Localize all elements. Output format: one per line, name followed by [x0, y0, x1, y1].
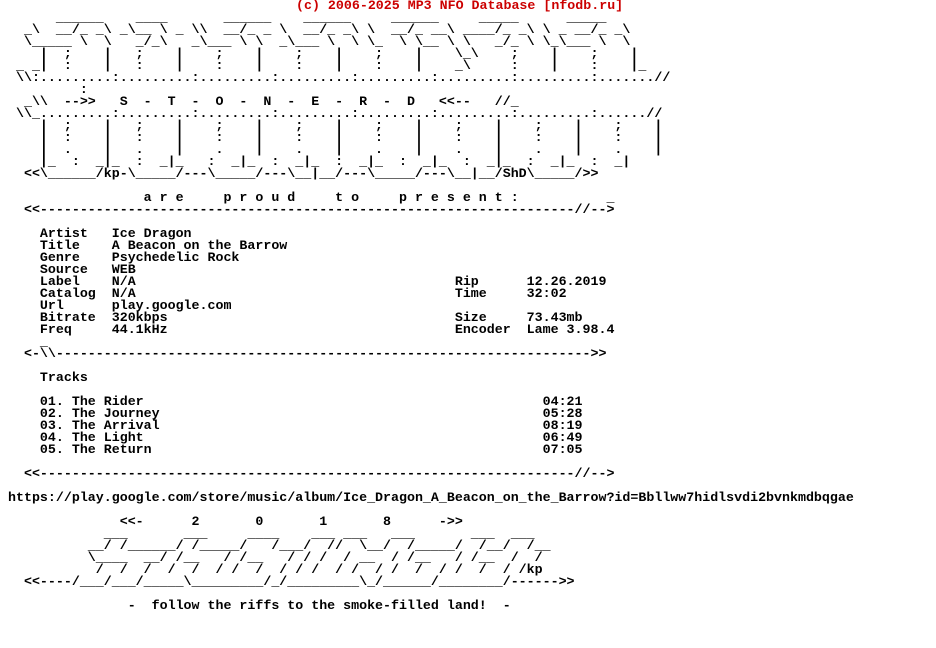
- nfo-line: <<-------------------------------------------------------------------//-->: [8, 202, 615, 217]
- track-row: 04. The Light 06:49: [8, 430, 583, 445]
- nfo-line: <<\______/kp-\_____/---\_____/---\__|__/---\_____/---\__|__/ShD\_____/>>: [8, 166, 599, 181]
- release-info-row: Bitrate 320kbps Size 73.43mb: [8, 310, 583, 325]
- nfo-line: ______ ____ ______ ______ ______ _____ _____: [8, 10, 607, 25]
- nfo-line: ___ ___ ____ ___ ___ ___ ___ ___: [8, 526, 535, 541]
- nfo-line: | ; | ; | ; | ; | ; | \_\ ; | ; |: [8, 46, 639, 61]
- nfo-line: \\:.........:.........:.........:.........:.........:.........:.........:.......//: [8, 70, 671, 85]
- release-info-row: Catalog N/A Time 32:02: [8, 286, 567, 301]
- album-url-link[interactable]: https://play.google.com/store/music/album/Ice_Dragon_A_Beacon_on_the_Barrow?id=Bbllww7hidlsvdi2bvnkmdbqgae: [8, 490, 854, 505]
- track-row: 05. The Return 07:05: [8, 442, 583, 457]
- release-info-row: Label N/A Rip 12.26.2019: [8, 274, 607, 289]
- nfo-line: <-\\------------------------------------------------------------------->>: [8, 346, 607, 361]
- nfodb-credit[interactable]: (c) 2006-2025 MP3 NFO Database [nfodb.ru]: [296, 0, 624, 13]
- nfo-line: | ; | ; | ; | ; | ; | ; | ; | ; |: [8, 118, 663, 133]
- release-info-row: Freq 44.1kHz Encoder Lame 3.98.4: [8, 322, 615, 337]
- nfo-line: | : | : | : | : | : | : | : | : |: [8, 130, 663, 145]
- nfo-line: _ _| : | : | : | : | : | _\ : | : |_: [8, 58, 647, 73]
- nfo-line: - follow the riffs to the smoke-filled land! -: [8, 598, 511, 613]
- nfo-line: _\ __/_ _\ _\__ \ _ \\ __/_ _ \ __/_ _\ \ __/_ __\ ____/_ _\ \ _ __/_ _\: [8, 22, 631, 37]
- nfo-line: :: [8, 82, 88, 97]
- release-info-row: Title A Beacon on the Barrow: [8, 238, 288, 253]
- tracks-heading: Tracks: [8, 370, 88, 385]
- nfo-line: \____ __/ /__ / /__ / / / / __ / /__ / /__ / /: [8, 550, 543, 565]
- nfo-line: _\\ -->> S - T - O - N - E - R - D <<-- //_: [8, 94, 519, 109]
- nfo-line: _: [8, 334, 48, 349]
- nfo-line: <<- 2 0 1 8 ->>: [8, 514, 463, 529]
- track-row: 02. The Journey 05:28: [8, 406, 583, 421]
- track-row: 03. The Arrival 08:19: [8, 418, 583, 433]
- release-info-row: Artist Ice Dragon: [8, 226, 192, 241]
- release-info-row: Url play.google.com: [8, 298, 232, 313]
- nfo-line: a r e p r o u d t o p r e s e n t : _: [8, 190, 615, 205]
- nfo-line: | . | . | . | . | . | . | . | . |: [8, 142, 663, 157]
- nfo-line: / / / / / / / / / / / / / / / / / / / / /kp: [8, 562, 543, 577]
- nfo-line: \_____ \ \ _/_\ _\___ \ \ _\___ \ \ \_ \ \__ \ \ _/_ \ \_\___ \ \: [8, 34, 631, 49]
- nfo-line: __/ /______/ /_____/ /___/ // \__/ /_____/ /__/ /__: [8, 538, 551, 553]
- nfo-line: <<----/___/___/_____\_________/_/_________\_/______/________/------>>: [8, 574, 575, 589]
- release-info-row: Source WEB: [8, 262, 136, 277]
- nfo-line: |_ : _|_ : _|_ : _|_ : _|_ : _|_ : _|_ : _|_ : _|_ : _|: [8, 154, 631, 169]
- track-row: 01. The Rider 04:21: [8, 394, 583, 409]
- release-info-row: Genre Psychedelic Rock: [8, 250, 240, 265]
- nfo-sheet: [8, 0, 936, 648]
- nfo-line: \\_.........:.........:.........:.........:.........:.........:.........:......//: [8, 106, 663, 121]
- nfo-line: <<-------------------------------------------------------------------//-->: [8, 466, 615, 481]
